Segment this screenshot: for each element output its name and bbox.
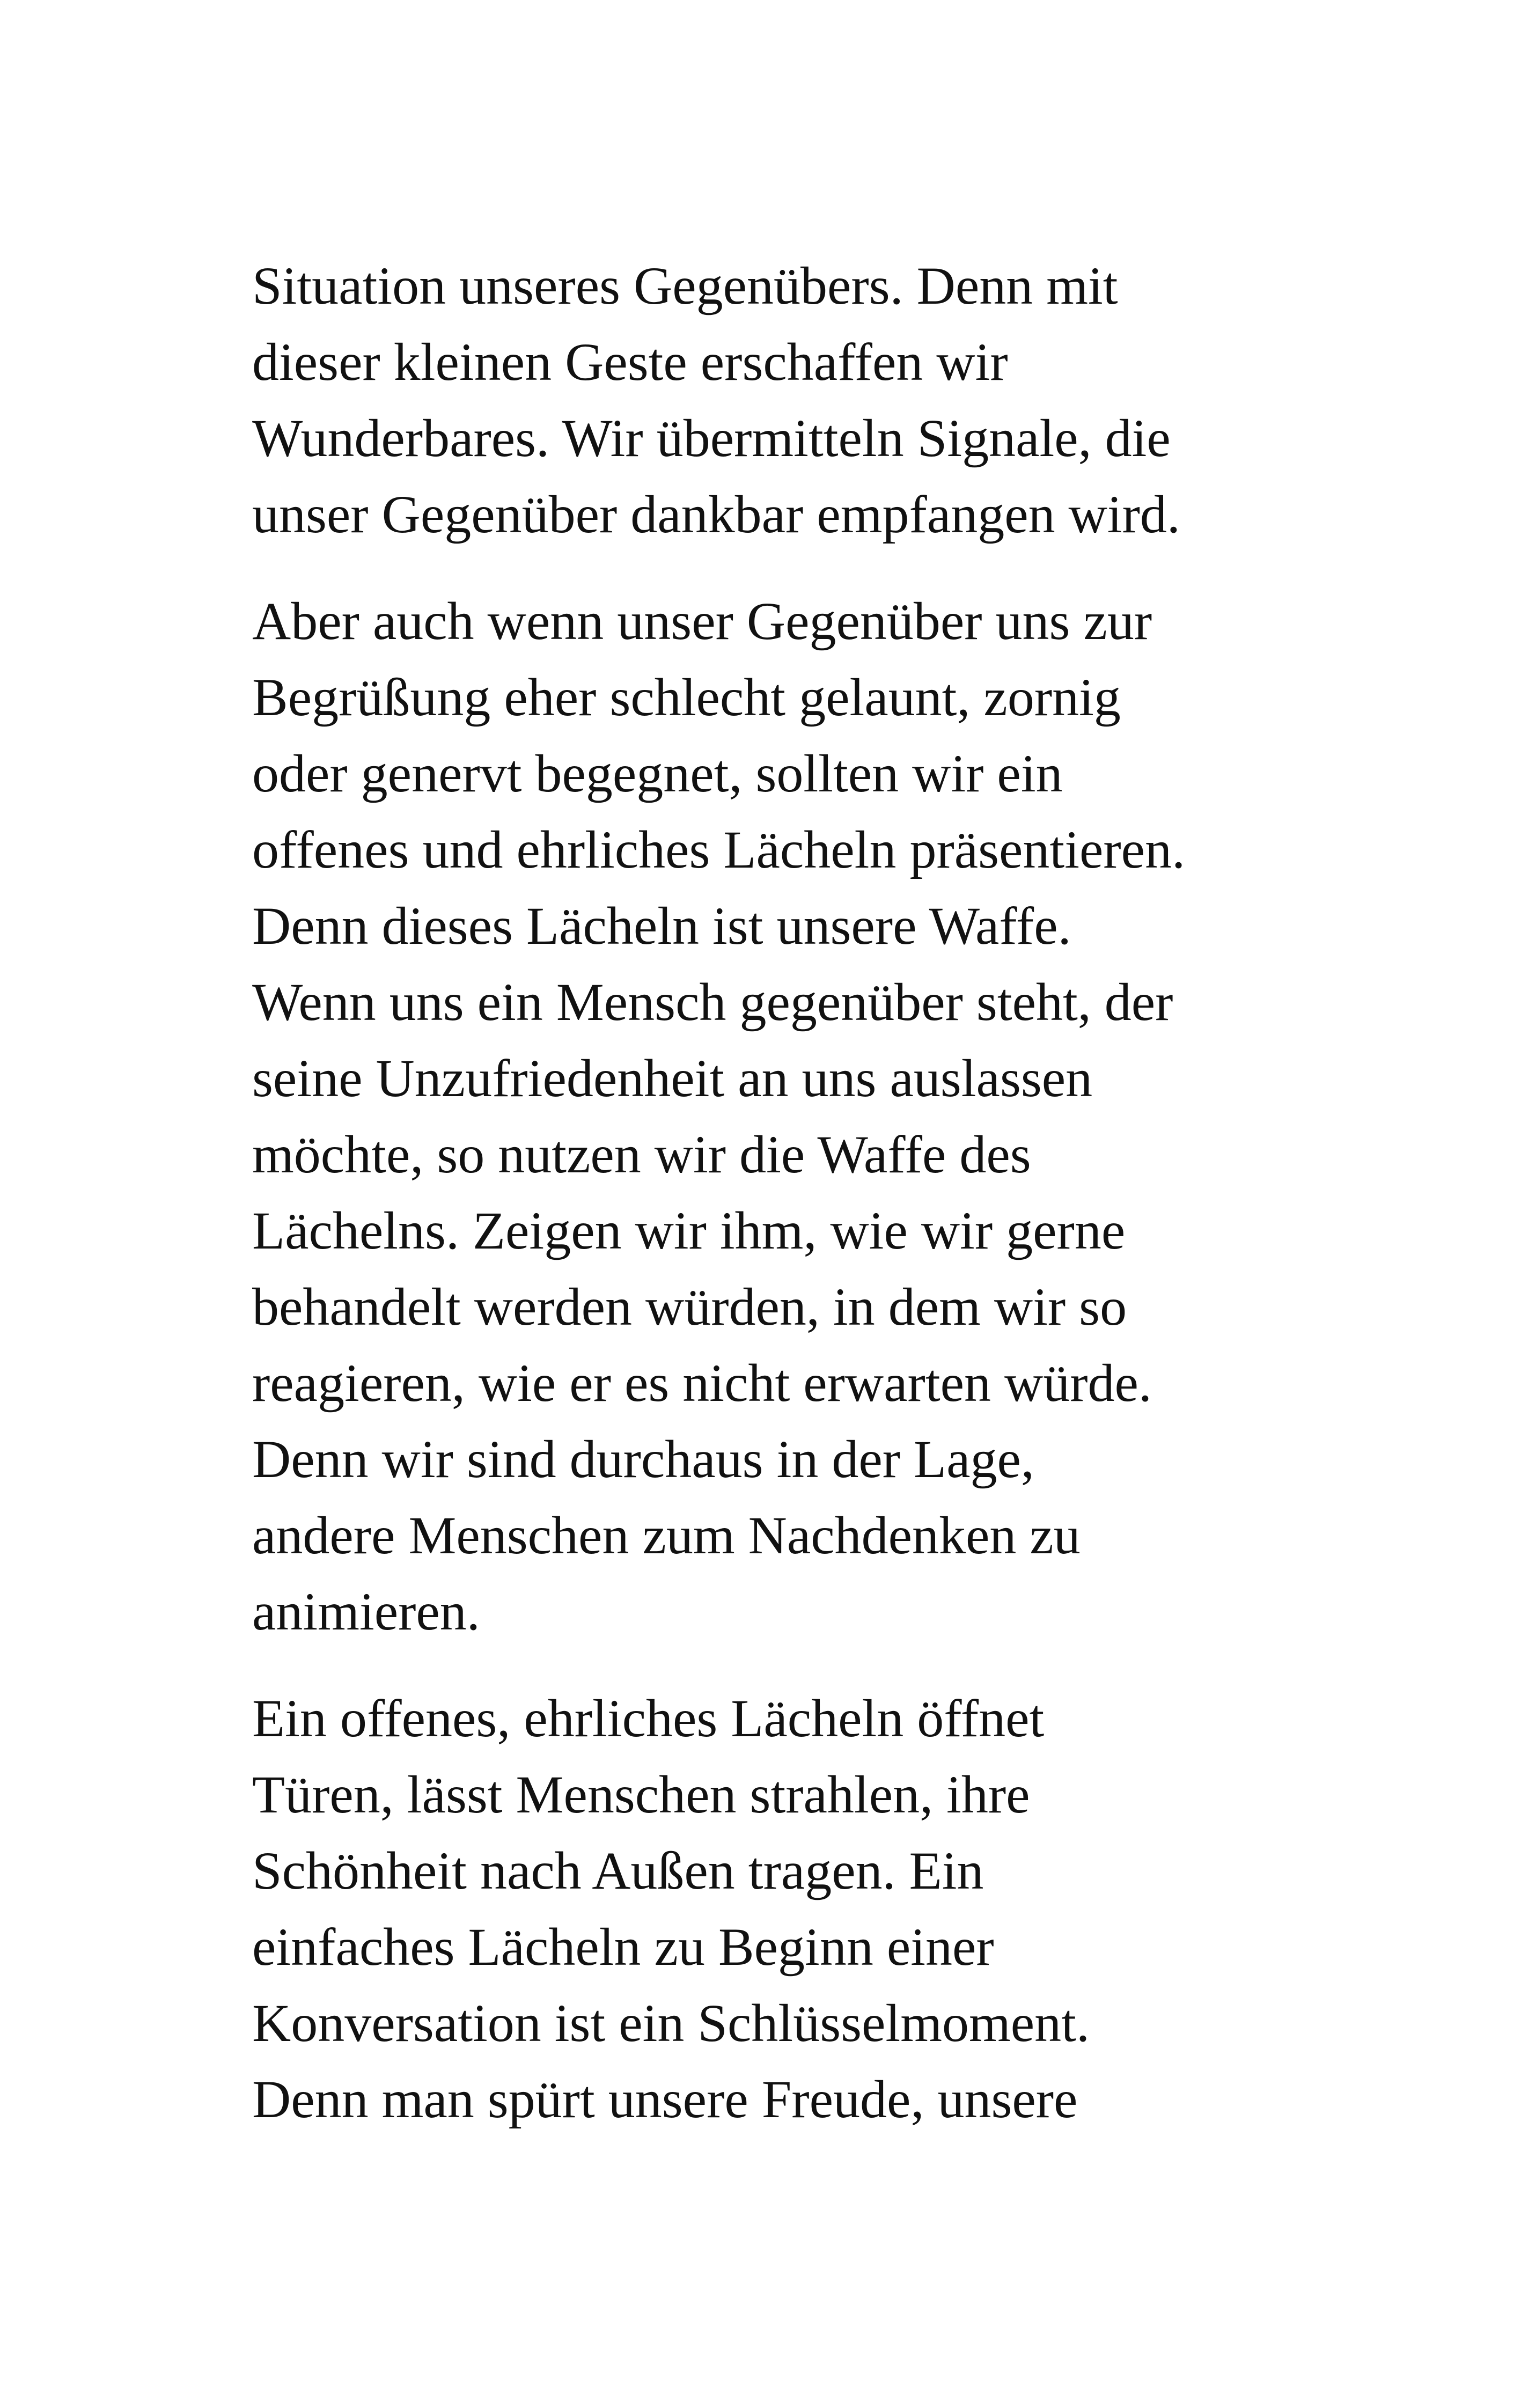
paragraph-1 (252, 248, 1314, 553)
text-line: animieren. (252, 1582, 480, 1641)
text-line: Wunderbares. Wir übermitteln Signale, die (252, 408, 1171, 468)
text-line: andere Menschen zum Nachdenken zu (252, 1506, 1081, 1565)
text-line: Denn wir sind durchaus in der Lage, (252, 1429, 1034, 1489)
text-line: Denn dieses Lächeln ist unsere Waffe. (252, 896, 1071, 956)
text-line: behandelt werden würden, in dem wir so (252, 1277, 1127, 1337)
text-line: Konversation ist ein Schlüsselmoment. (252, 1993, 1090, 2053)
text-line: offenes und ehrliches Lächeln präsentieren. (252, 820, 1186, 879)
paragraph-3 (252, 1680, 1314, 2138)
text-line: möchte, so nutzen wir die Waffe des (252, 1125, 1031, 1184)
text-line: unser Gegenüber dankbar empfangen wird. (252, 484, 1180, 544)
text-line: oder genervt begegnet, sollten wir ein (252, 744, 1063, 803)
body-text (252, 248, 1314, 2168)
paragraph-2 (252, 583, 1314, 1650)
text-line: Begrüßung eher schlecht gelaunt, zornig (252, 667, 1121, 727)
text-line: Türen, lässt Menschen strahlen, ihre (252, 1765, 1030, 1824)
text-line: dieser kleinen Geste erschaffen wir (252, 332, 1008, 392)
text-line: Situation unseres Gegenübers. Denn mit (252, 256, 1118, 315)
text-line: Schönheit nach Außen tragen. Ein (252, 1841, 984, 1900)
text-line: Wenn uns ein Mensch gegenüber steht, der (252, 972, 1173, 1032)
text-line: seine Unzufriedenheit an uns auslassen (252, 1048, 1093, 1108)
text-line: Lächelns. Zeigen wir ihm, wie wir gerne (252, 1201, 1126, 1260)
text-line: reagieren, wie er es nicht erwarten würde. (252, 1353, 1152, 1413)
text-line: Aber auch wenn unser Gegenüber uns zur (252, 591, 1152, 651)
text-line: Denn man spürt unsere Freude, unsere (252, 2069, 1078, 2129)
text-line: Ein offenes, ehrliches Lächeln öffnet (252, 1688, 1045, 1748)
text-line: einfaches Lächeln zu Beginn einer (252, 1917, 994, 1977)
